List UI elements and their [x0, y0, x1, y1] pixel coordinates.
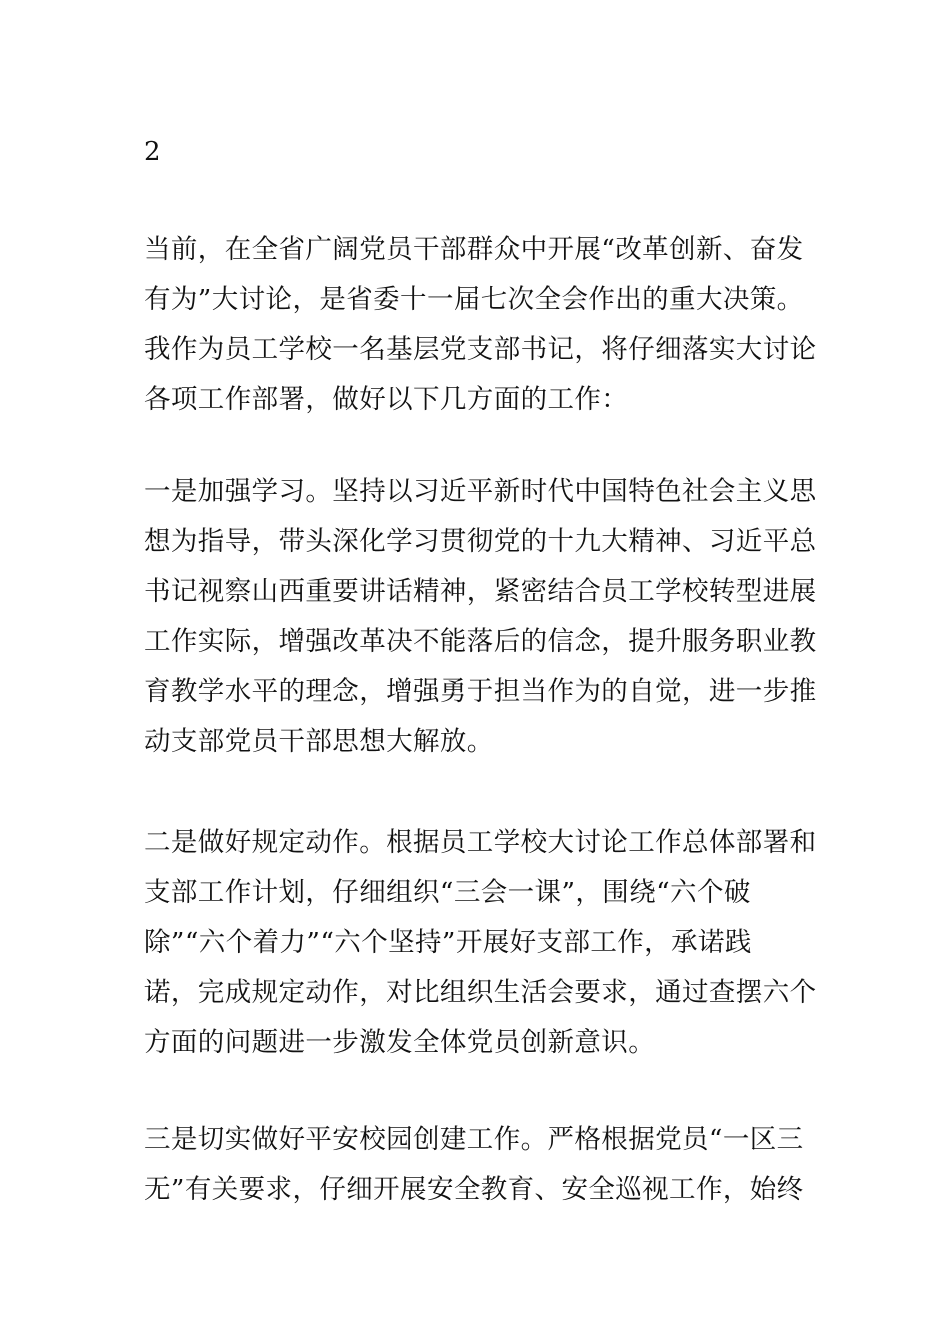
text-line: 各项工作部署，做好以下几方面的工作：: [144, 384, 629, 415]
text-line: 二是做好规定动作。根据员工学校大讨论工作总体部署和: [144, 827, 817, 858]
text-line: 除”“六个着力”“六个坚持”开展好支部工作，承诺践: [144, 927, 752, 958]
text-line: 我作为员工学校一名基层党支部书记，将仔细落实大讨论: [144, 334, 817, 365]
text-line: 无”有关要求，仔细开展安全教育、安全巡视工作，始终: [144, 1174, 804, 1205]
text-line: 诺，完成规定动作，对比组织生活会要求，通过查摆六个: [144, 977, 817, 1008]
text-line: 一是加强学习。坚持以习近平新时代中国特色社会主义思: [144, 476, 817, 507]
paragraph-prescribed-actions: [144, 818, 817, 1068]
text-line: 工作实际，增强改革决不能落后的信念，提升服务职业教: [144, 626, 817, 657]
paragraph-study: [144, 467, 817, 767]
text-line: 有为”大讨论，是省委十一届七次全会作出的重大决策。: [144, 284, 804, 315]
paragraph-safe-campus: [144, 1115, 808, 1215]
page-number: 2: [144, 137, 161, 167]
text-line: 书记视察山西重要讲话精神，紧密结合员工学校转型进展: [144, 576, 817, 607]
paragraph-intro: [144, 225, 817, 425]
text-line: 方面的问题进一步激发全体党员创新意识。: [144, 1027, 656, 1058]
text-line: 育教学水平的理念，增强勇于担当作为的自觉，进一步推: [144, 676, 817, 707]
text-line: 当前，在全省广阔党员干部群众中开展“改革创新、奋发: [144, 234, 804, 265]
text-line: 三是切实做好平安校园创建工作。严格根据党员“一区三: [144, 1124, 804, 1155]
text-line: 想为指导，带头深化学习贯彻党的十九大精神、习近平总: [144, 526, 817, 557]
text-line: 动支部党员干部思想大解放。: [144, 726, 494, 757]
text-line: 支部工作计划，仔细组织“三会一课”，围绕“六个破: [144, 877, 751, 908]
